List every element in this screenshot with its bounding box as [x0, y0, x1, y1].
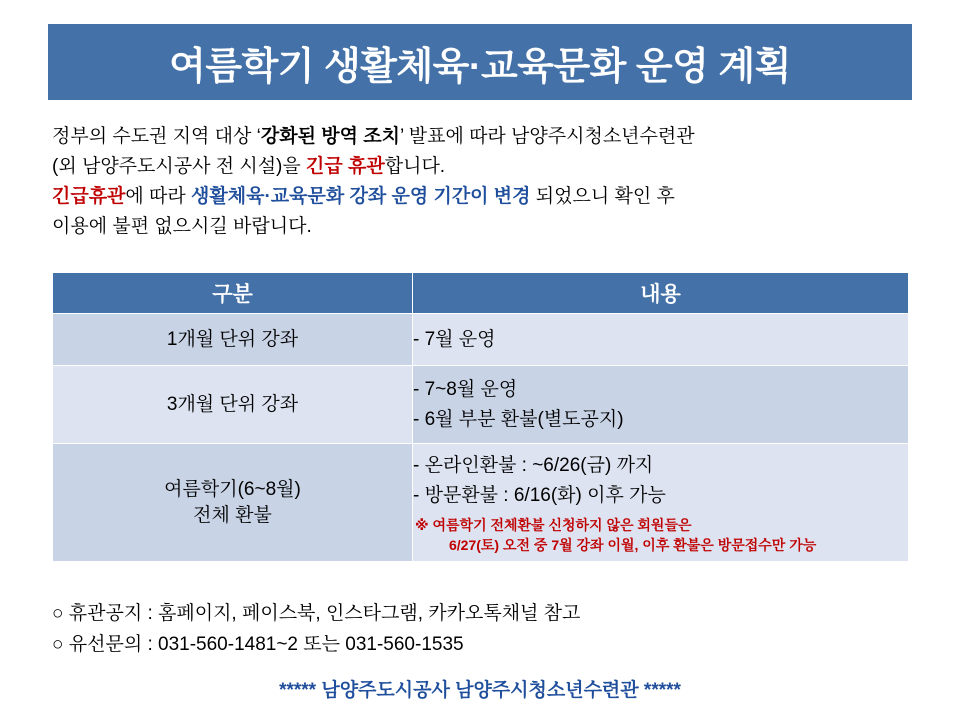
table-header-category: 구분 — [53, 273, 413, 314]
intro-line1-part1: 정부의 수도권 지역 대상 ‘ — [52, 126, 261, 147]
row-content-summer-refund — [413, 444, 909, 562]
row-label-line-2: 전체 환불 — [193, 504, 272, 526]
refund-note-line-1: ※ 여름학기 전체환불 신청하지 않은 회원들은 — [415, 516, 692, 533]
intro-line3-red: 긴급휴관 — [52, 186, 126, 207]
row-label-3month: 3개월 단위 강좌 — [53, 366, 413, 444]
row-content-3month — [413, 366, 909, 444]
content-line: - 6월 부분 환불(별도공지) — [413, 408, 624, 430]
intro-paragraph — [52, 122, 922, 242]
title-banner — [48, 24, 912, 100]
table-row — [53, 314, 909, 366]
table-row — [53, 366, 909, 444]
refund-note-line-2: 6/27(토) 오전 중 7월 강좌 이월, 이후 환불은 방문접수만 가능 — [449, 536, 817, 553]
schedule-table — [52, 272, 909, 562]
refund-note — [413, 515, 908, 555]
intro-line2-part1: (외 남양주도시공사 전 시설)을 — [52, 156, 307, 177]
intro-line2-red: 긴급 휴관 — [306, 156, 385, 177]
footer-note-phone: ○ 유선문의 : 031-560-1481~2 또는 031-560-1535 — [52, 634, 464, 655]
intro-line-2 — [52, 152, 922, 182]
footer-note-closure: ○ 휴관공지 : 홈페이지, 페이스북, 인스타그램, 카카오톡채널 참고 — [52, 603, 581, 624]
row-label-line-1: 여름학기(6~8월) — [164, 478, 301, 500]
intro-line2-part2: 합니다. — [384, 156, 446, 177]
row-content-1month — [413, 314, 909, 366]
intro-line1-part2: ’ 발표에 따라 남양주시청소년수련관 — [399, 126, 695, 147]
organization-signature: ***** 남양주도시공사 남양주시청소년수련관 ***** — [279, 680, 681, 701]
intro-line3-part2: 되었으니 확인 후 — [530, 186, 675, 207]
intro-line-1 — [52, 122, 922, 152]
page-title: 여름학기 생활체육·교육문화 운영 계획 — [169, 45, 791, 88]
intro-line3-blue: 생활체육·교육문화 강좌 운영 기간이 변경 — [191, 186, 531, 207]
table-header-row — [53, 273, 909, 314]
footer-notes — [52, 598, 580, 660]
content-line: - 7월 운영 — [413, 328, 496, 350]
content-line: - 온라인환불 : ~6/26(금) 까지 — [413, 454, 654, 476]
content-line: - 방문환불 : 6/16(화) 이후 가능 — [413, 484, 666, 506]
content-line: - 7~8월 운영 — [413, 378, 518, 400]
table-header-content: 내용 — [413, 273, 909, 314]
row-label-1month: 1개월 단위 강좌 — [53, 314, 413, 366]
intro-line1-bold: 강화된 방역 조치 — [260, 126, 400, 147]
table-row — [53, 444, 909, 562]
row-label-summer-refund — [53, 444, 413, 562]
intro-line-4: 이용에 불편 없으시길 바랍니다. — [52, 216, 312, 237]
intro-line3-part1: 에 따라 — [125, 186, 192, 207]
intro-line-3 — [52, 182, 922, 212]
